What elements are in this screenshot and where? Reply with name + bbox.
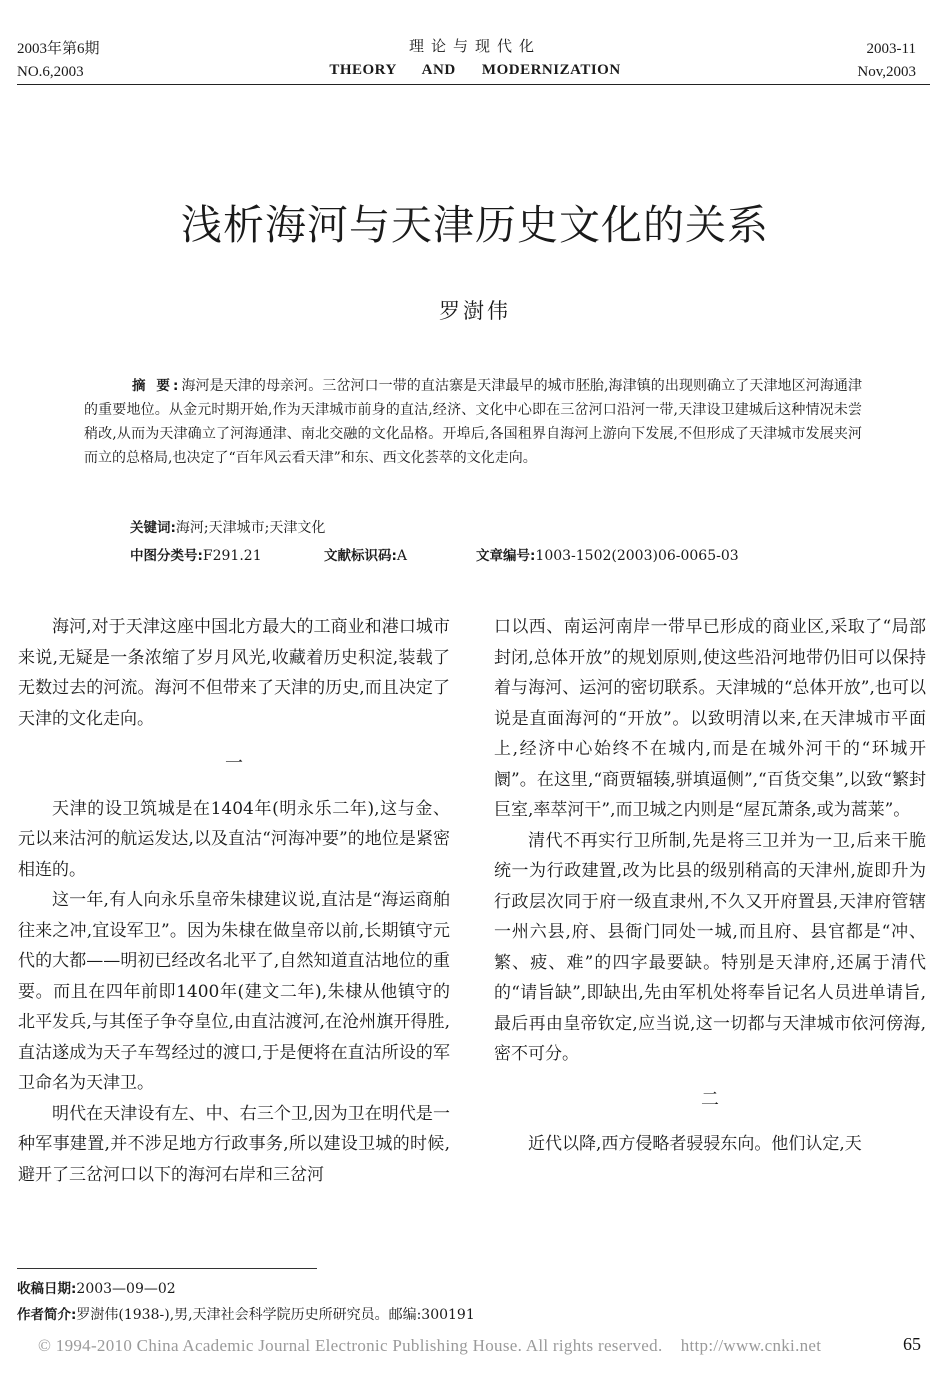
- paragraph: 这一年,有人向永乐皇帝朱棣建议说,直沽是“海运商舶往来之冲,宜设军卫”。因为朱棣在做皇帝以前,长期镇守元代的大都——明初已经改名北平了,自然知道直沽地位的重要。而且在四年前即1400年(建文二年),朱棣从他镇守的北平发兵,与其侄子争夺皇位,由直沽渡河,在沧州旗开得胜,直沽遂成为天子车驾经过的渡口,于是便将在直沽所设的军卫命名为天津卫。: [18, 890, 450, 1093]
- body-column-right: [494, 612, 926, 1160]
- footnote-received: [17, 1279, 176, 1299]
- header-issue-en: NO.6,2003: [17, 64, 84, 80]
- journal-name-en: THEORY AND MODERNIZATION: [329, 62, 621, 78]
- clc-number: [130, 544, 262, 568]
- keywords: [130, 516, 325, 540]
- journal-name-cn: 理论与现代化: [408, 37, 541, 55]
- header-date: [857, 38, 916, 84]
- paragraph: 清代不再实行卫所制,先是将三卫并为一卫,后来干脆统一为行政建置,改为比县的级别稍高的天津州,旋即升为行政层次同于府一级直隶州,不久又开府置县,天津府管辖一州六县,府、县衙门同处一城,而且府、县官都是“冲、繁、疲、难”的四字最要缺。特别是天津府,还属于清代的“请旨缺”,即缺出,先由军机处将奉旨记名人员进单请旨,最后再由皇帝钦定,应当说,这一切都与天津城市依河傍海,密不可分。: [494, 830, 926, 1064]
- journal-name: [0, 36, 950, 84]
- keywords-text: 海河;天津城市;天津文化: [175, 520, 326, 536]
- article-title: 浅析海河与天津历史文化的关系: [181, 201, 769, 249]
- received-date: 2003—09—02: [76, 1281, 176, 1297]
- classification-row: [130, 544, 870, 568]
- copyright-watermark: © 1994-2010 China Academic Journal Electronic Publishing House. All rights reserved. http://www.cnki.net: [38, 1336, 822, 1355]
- clc-label: 中图分类号:: [130, 548, 203, 564]
- document-code-label: 文献标识码:: [324, 548, 397, 564]
- article-number-value: 1003-1502(2003)06-0065-03: [535, 548, 739, 564]
- page-number: 65: [903, 1334, 921, 1354]
- author-bio-label: 作者简介:: [17, 1307, 77, 1323]
- footnote-author: [17, 1305, 475, 1325]
- paragraph: 海河,对于天津这座中国北方最大的工商业和港口城市来说,无疑是一条浓缩了岁月风光,收藏着历史积淀,装载了无数过去的河流。海河不但带来了天津的历史,而且决定了天津的文化走向。: [18, 617, 450, 729]
- keywords-label: 关键词:: [130, 520, 176, 536]
- document-code: [324, 544, 407, 568]
- author-bio: 罗澍伟(1938-),男,天津社会科学院历史所研究员。邮编:300191: [76, 1307, 475, 1323]
- abstract: [84, 374, 862, 470]
- section-heading-1: 一: [225, 753, 243, 774]
- section-heading-2: 二: [701, 1088, 719, 1110]
- paragraph: 明代在天津设有左、中、右三个卫,因为卫在明代是一种军事建置,并不涉足地方行政事务,所以建设卫城的时候,避开了三岔河口以下的海河右岸和三岔河: [18, 1103, 450, 1185]
- paragraph: 天津的设卫筑城是在1404年(明永乐二年),这与金、元以来沽河的航运发达,以及直沽“河海冲要”的地位是紧密相连的。: [18, 798, 450, 880]
- clc-value: F291.21: [202, 548, 262, 564]
- received-label: 收稿日期:: [17, 1281, 77, 1297]
- paragraph: 近代以降,西方侵略者骎骎东向。他们认定,天: [528, 1134, 862, 1154]
- header-date-text: Nov,2003: [857, 64, 916, 80]
- header-issue-cn: 2003年第6期: [17, 41, 100, 57]
- abstract-label: 摘 要:: [132, 378, 182, 394]
- body-column-left: [18, 612, 450, 1190]
- footnote-divider: [17, 1268, 317, 1269]
- header-divider: [17, 84, 930, 85]
- paragraph-continued: 口以西、南运河南岸一带早已形成的商业区,采取了“局部封闭,总体开放”的规划原则,使这些沿河地带仍旧可以保持着与海河、运河的密切联系。天津城的“总体开放”,也可以说是直面海河的“开放”。以致明清以来,在天津城市平面上,经济中心始终不在城内,而是在城外河干的“环城开阛”。在这里,“商贾辐辏,骈填逼侧”,“百货交集”,以致“繁封巨室,率萃河干”,而卫城之内则是“屋瓦萧条,或为蒿莱”。: [494, 617, 926, 820]
- abstract-text: 海河是天津的母亲河。三岔河口一带的直沽寨是天津最早的城市胚胎,海津镇的出现则确立了天津地区河海通津的重要地位。从金元时期开始,作为天津城市前身的直沽,经济、文化中心即在三岔河口沿河一带,天津设卫建城后这种情况未尝稍改,从而为天津确立了河海通津、南北交融的文化品格。开埠后,各国租界自海河上游向下发展,不但形成了天津城市发展夹河而立的总格局,也决定了“百年风云看天津”和东、西文化荟萃的文化走向。: [84, 378, 862, 466]
- article-number-label: 文章编号:: [476, 548, 536, 564]
- article-number: [476, 544, 739, 568]
- article-author: 罗澍伟: [439, 299, 511, 323]
- header-date-numeric: 2003-11: [866, 41, 916, 57]
- document-code-value: A: [396, 548, 408, 564]
